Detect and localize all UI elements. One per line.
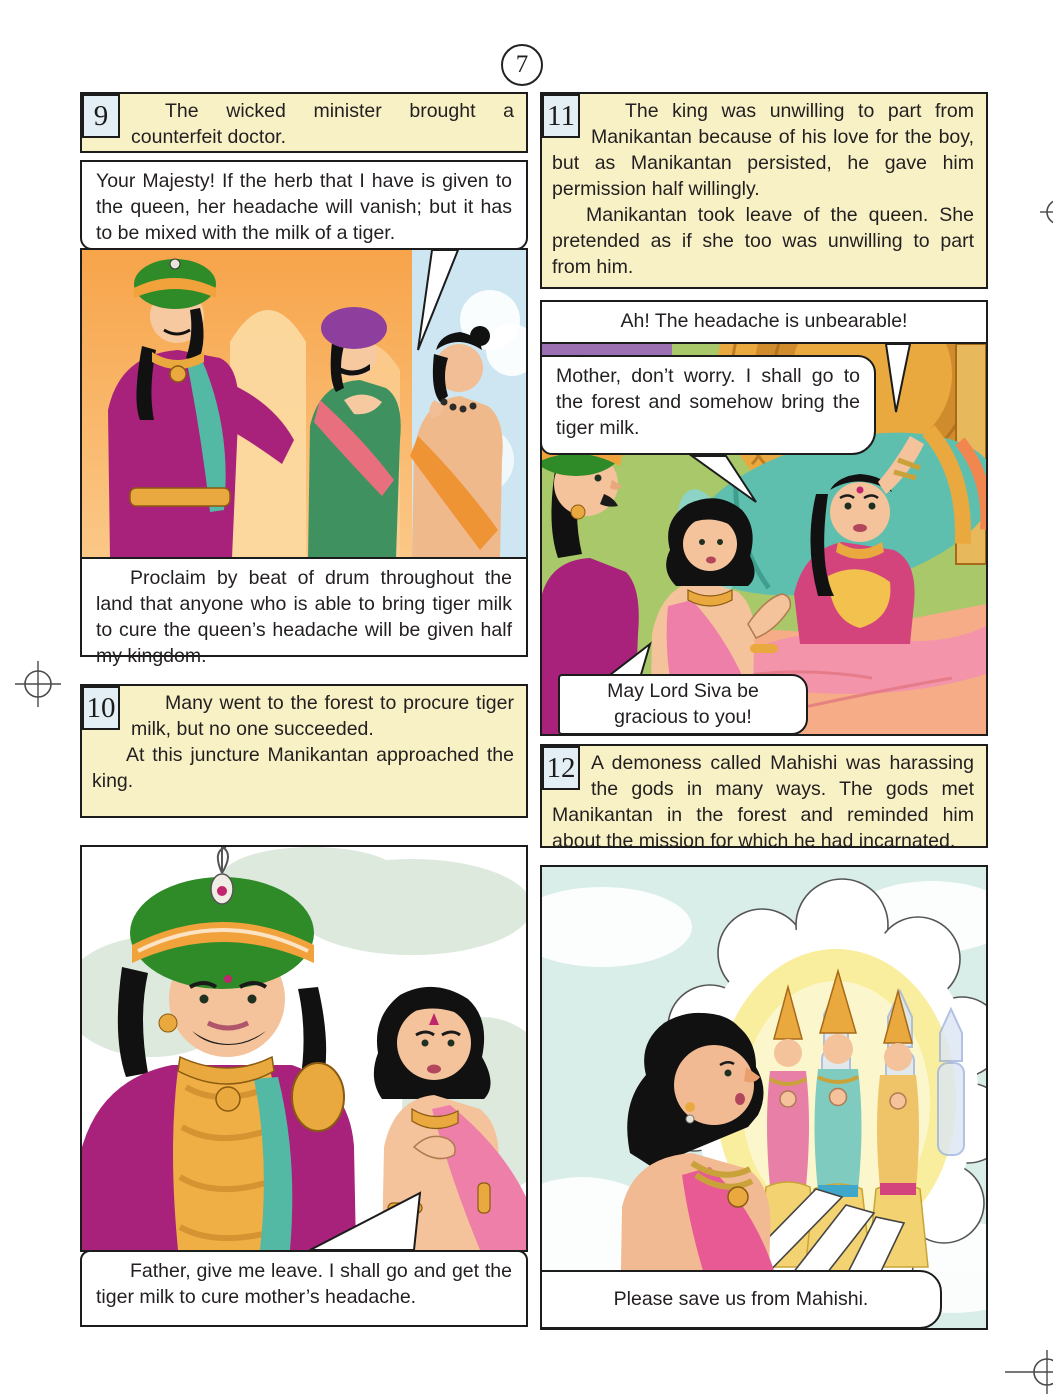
panel-9-doctor-speech-bubble [80,160,528,250]
panel-9-king-speech-bubble [80,557,528,667]
panel-11-caption-paragraph-2: Manikantan took leave of the queen. She pretended as if she too was unwilling to part from him. [552,203,974,278]
panel-11-caption [540,92,988,289]
panel-9-caption-text: The wicked minister brought a counterfeit doctor. [131,100,514,148]
panel-12-gods-speech-bubble [540,1270,942,1329]
panel-9-king-speech-text: Proclaim by beat of drum throughout the land that anyone who is able to bring tiger milk to cure the queen’s headache will be given half my kingdom. [96,567,512,667]
panel-9-caption [80,92,528,153]
panel-10-caption-paragraph-1: Many went to the forest to procure tiger milk, but no one succeeded. [131,692,514,740]
panel-11-number-badge: 11 [542,94,580,138]
panel-9-doctor-speech-text: Your Majesty! If the herb that I have is given to the queen, her headache will vanish; but it has to be mixed with the milk of a tiger. [96,170,512,244]
panel-11-queen-pain-speech-text: Ah! The headache is unbearable! [620,310,908,333]
panel-9-illustration [80,248,528,560]
panel-12-gods-speech-text: Please save us from Mahishi. [613,1287,869,1310]
panel-9-number-badge: 9 [82,94,120,138]
panel-10-caption [80,684,528,818]
crosshair-registration-mark-bottom-right-icon [1005,1348,1053,1396]
panel-10-caption-paragraph-2: At this juncture Manikantan approached the king. [92,743,514,792]
panel-10-manikantan-speech-text: Father, give me leave. I shall go and get the tiger milk to cure mother’s headache. [96,1260,512,1308]
panel-12-caption-text: A demoness called Mahishi was harassing the gods in many ways. The gods met Manikantan in the forest and reminded him about the mission for which he had incarnated. [552,752,974,852]
panel-10-illustration [80,845,528,1252]
panel-11-caption-paragraph-1: The king was unwilling to part from Manikantan because of his love for the boy, but as Manikantan persisted, he gave him permission half willingly. [552,100,974,200]
panel-12-number-badge: 12 [542,746,580,790]
panel-10-manikantan-speech-bubble [80,1250,528,1327]
gods-vision-drawing [542,867,986,1328]
crosshair-registration-mark-top-right-icon [1040,188,1053,236]
panel-11-queen-blessing-speech-text: May Lord Siva be gracious to you! [607,679,759,728]
panel-10-number-badge: 10 [82,686,120,730]
page-number-value: 7 [515,51,529,78]
panel-11-queen-blessing-speech-bubble [558,674,808,735]
palace-scene-drawing [82,250,526,558]
page-number [501,44,543,86]
king-and-manikantan-drawing [82,847,526,1250]
panel-12-illustration [540,865,988,1330]
panel-11-manikantan-speech-bubble [540,355,876,455]
panel-11-manikantan-speech-text: Mother, don’t worry. I shall go to the forest and somehow bring the tiger milk. [556,365,860,439]
panel-11-queen-pain-speech-bubble [540,300,988,344]
panel-12-caption [540,744,988,852]
crosshair-registration-mark-left-icon [13,659,63,709]
